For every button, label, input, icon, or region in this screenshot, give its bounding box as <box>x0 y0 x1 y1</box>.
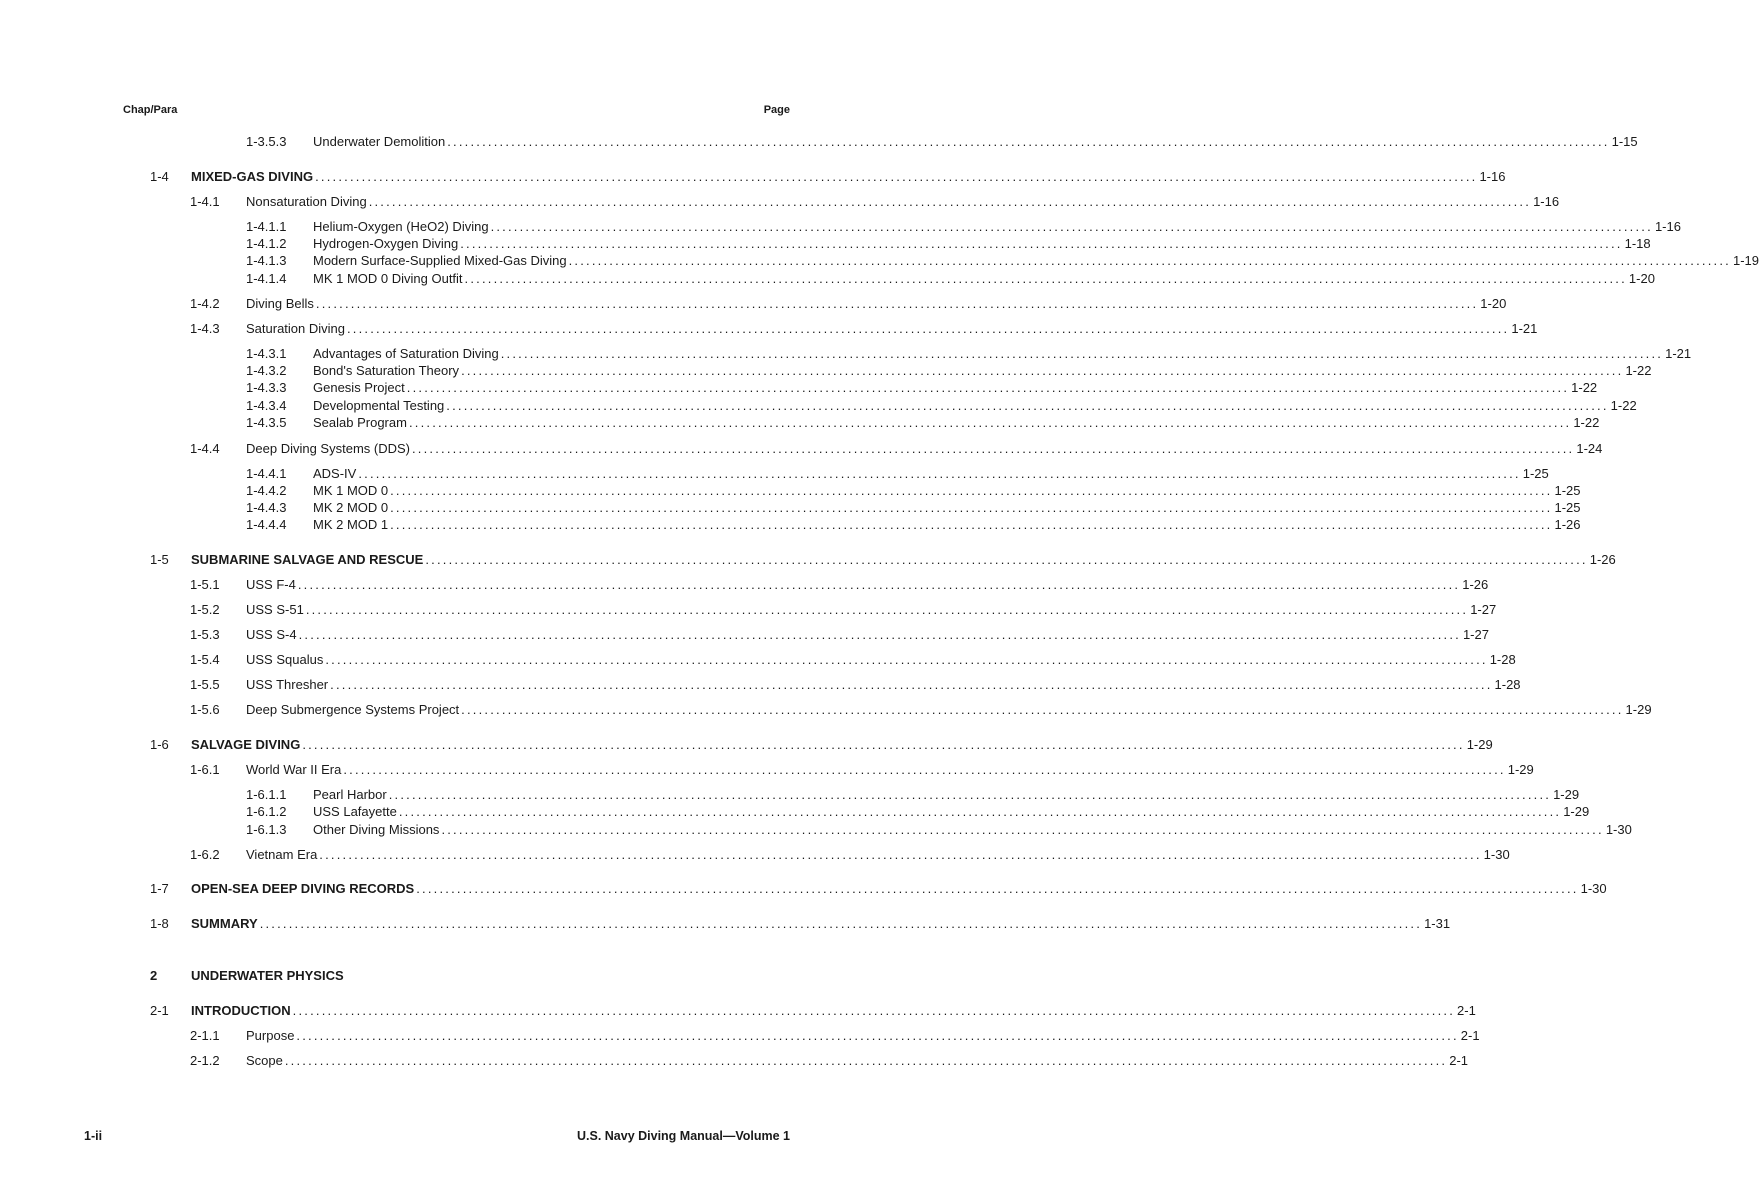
dot-leader: ........................................................................................................................................................................................................ <box>347 321 1510 336</box>
toc-entry-title: UNDERWATER PHYSICS <box>191 968 344 983</box>
toc-entry <box>246 362 1652 379</box>
toc-entry <box>246 235 1651 252</box>
toc-entry-page: 1-15 <box>1611 134 1638 149</box>
toc-entry-page: 1-21 <box>1511 321 1538 336</box>
dot-leader: ........................................................................................................................................................................................................ <box>464 271 1627 286</box>
dot-leader: ........................................................................................................................................................................................................ <box>358 466 1521 481</box>
toc-entry-number: 1-3.5.3 <box>246 134 287 149</box>
toc-entry-title: Saturation Diving <box>246 321 345 336</box>
toc-entry-number: 1-4.1.3 <box>246 253 287 268</box>
toc-entry-title: SUMMARY <box>191 916 258 931</box>
toc-entry-number: 1-4.3.5 <box>246 415 287 430</box>
toc-entry-page: 1-25 <box>1554 483 1581 498</box>
toc-entry-title: MIXED-GAS DIVING <box>191 169 314 184</box>
column-header-chap-para: Chap/Para <box>123 104 178 116</box>
toc-entry-page: 2-1 <box>1460 1028 1480 1043</box>
toc-entry <box>150 1002 1476 1019</box>
dot-leader: ........................................................................................................................................................................................................ <box>408 415 1572 430</box>
toc-entry-page: 1-22 <box>1610 398 1637 413</box>
toc-entry-number: 1-4.4.2 <box>246 483 287 498</box>
toc-entry-page: 1-24 <box>1576 441 1603 456</box>
toc-entry-number: 1-5.4 <box>190 652 220 667</box>
toc-entry <box>246 786 1580 803</box>
toc-entry-page: 1-28 <box>1494 677 1521 692</box>
toc-entry <box>190 1027 1480 1044</box>
toc-entry <box>190 846 1510 863</box>
toc-entry-title: ADS-IV <box>313 466 357 481</box>
toc-entry-number: 1-4.3.1 <box>246 346 287 361</box>
dot-leader: ........................................................................................................................................................................................................ <box>447 134 1610 149</box>
toc-entry-number: 1-6 <box>150 737 169 752</box>
dot-leader: ........................................................................................................................................................................................................ <box>330 677 1493 692</box>
toc-entry-page: 1-29 <box>1553 787 1580 802</box>
toc-entry <box>150 967 790 984</box>
toc-entry-title: INTRODUCTION <box>191 1003 291 1018</box>
toc-entry-title: Genesis Project <box>313 380 405 395</box>
toc-entry-number: 1-7 <box>150 881 169 896</box>
dot-leader: ........................................................................................................................................................................................................ <box>259 916 1423 931</box>
toc-entry-title: Deep Diving Systems (DDS) <box>246 441 410 456</box>
toc-entry-number: 2 <box>150 968 158 983</box>
toc-entry <box>150 880 1607 897</box>
toc-entry-page: 1-30 <box>1605 822 1632 837</box>
toc-entry-number: 1-5.5 <box>190 677 220 692</box>
toc-entry-page: 1-29 <box>1625 702 1652 717</box>
dot-leader: ........................................................................................................................................................................................................ <box>292 1003 1456 1018</box>
dot-leader: ........................................................................................................................................................................................................ <box>343 762 1506 777</box>
dot-leader: ........................................................................................................................................................................................................ <box>390 500 1553 515</box>
dot-leader: ........................................................................................................................................................................................................ <box>500 346 1664 361</box>
toc-entry-number: 1-4.3.4 <box>246 398 287 413</box>
toc-entry-number: 1-4.3.2 <box>246 363 287 378</box>
toc-entry-title: MK 1 MOD 0 <box>313 483 389 498</box>
toc-entry <box>190 626 1489 643</box>
toc-entry-page: 1-26 <box>1554 517 1581 532</box>
toc-entry-page: 1-28 <box>1489 652 1516 667</box>
toc-entry <box>246 133 1638 150</box>
toc-entry-number: 1-5.6 <box>190 702 220 717</box>
toc-entry <box>246 499 1581 516</box>
toc-entry-number: 1-4.4.1 <box>246 466 287 481</box>
toc-entry-number: 1-6.1.2 <box>246 804 287 819</box>
toc-entry-number: 1-4.4 <box>190 441 220 456</box>
toc-entry-page: 1-20 <box>1628 271 1655 286</box>
toc-entry-title: USS S-4 <box>246 627 297 642</box>
toc-entry-page: 1-25 <box>1554 500 1581 515</box>
toc-entry-page: 1-19 <box>1733 253 1759 268</box>
toc-entry-title: Vietnam Era <box>246 847 318 862</box>
toc-entry <box>150 915 1451 932</box>
toc-entry-number: 1-6.1 <box>190 762 220 777</box>
toc-entry-number: 1-5.3 <box>190 627 220 642</box>
toc-entry-page: 1-26 <box>1589 552 1616 567</box>
toc-entry-number: 2-1.1 <box>190 1028 220 1043</box>
toc-entry-title: USS F-4 <box>246 577 296 592</box>
toc-entry-page: 1-26 <box>1462 577 1489 592</box>
toc-entry-page: 1-22 <box>1573 415 1600 430</box>
toc-entry-number: 1-4.3.3 <box>246 380 287 395</box>
toc-entry-title: Advantages of Saturation Diving <box>313 346 499 361</box>
toc-entry <box>246 218 1681 235</box>
dot-leader: ........................................................................................................................................................................................................ <box>412 441 1575 456</box>
toc-entry-title: Modern Surface-Supplied Mixed-Gas Diving <box>313 253 567 268</box>
column-header-page: Page <box>763 104 790 116</box>
toc-entry-number: 1-4.2 <box>190 296 220 311</box>
dot-leader: ........................................................................................................................................................................................................ <box>325 652 1488 667</box>
toc-entry-title: SALVAGE DIVING <box>191 737 301 752</box>
toc-entry-title: Developmental Testing <box>313 398 445 413</box>
toc-entry <box>246 270 1655 287</box>
toc-entry-number: 1-4.1.2 <box>246 236 287 251</box>
toc-entry-title: Underwater Demolition <box>313 134 446 149</box>
toc-entry-title: USS Thresher <box>246 677 329 692</box>
toc-entry-title: Other Diving Missions <box>313 822 440 837</box>
toc-entry-page: 1-30 <box>1483 847 1510 862</box>
dot-leader: ........................................................................................................................................................................................................ <box>315 296 1479 311</box>
dot-leader: ........................................................................................................................................................................................................ <box>490 219 1653 234</box>
toc-entry-page: 1-16 <box>1479 169 1506 184</box>
footer-manual-title: U.S. Navy Diving Manual—Volume 1 <box>576 1129 790 1143</box>
toc-entry-number: 1-8 <box>150 916 169 931</box>
toc-entry <box>190 701 1652 718</box>
toc-entry-number: 1-4.1.1 <box>246 219 287 234</box>
toc-entry-page: 1-27 <box>1470 602 1497 617</box>
dot-leader: ........................................................................................................................................................................................................ <box>441 822 1604 837</box>
toc-entry-number: 2-1.2 <box>190 1053 220 1068</box>
toc-entry-page: 1-16 <box>1533 194 1560 209</box>
toc-entry-page: 1-29 <box>1466 737 1493 752</box>
dot-leader: ........................................................................................................................................................................................................ <box>298 627 1461 642</box>
toc-entry-page: 1-30 <box>1580 881 1607 896</box>
toc-entry <box>246 345 1692 362</box>
toc-entry-number: 1-4.4.3 <box>246 500 287 515</box>
toc-entry-number: 1-4.1 <box>190 194 220 209</box>
toc-entry-title: MK 1 MOD 0 Diving Outfit <box>313 271 463 286</box>
toc-entry-page: 1-27 <box>1462 627 1489 642</box>
toc-entry-title: USS Squalus <box>246 652 324 667</box>
toc-entry-number: 1-4.4.4 <box>246 517 287 532</box>
toc-entry-number: 1-6.1.1 <box>246 787 287 802</box>
dot-leader: ........................................................................................................................................................................................................ <box>319 847 1482 862</box>
toc-entry-number: 2-1 <box>150 1003 169 1018</box>
dot-leader: ........................................................................................................................................................................................................ <box>416 881 1579 896</box>
dot-leader: ........................................................................................................................................................................................................ <box>390 483 1553 498</box>
dot-leader: ........................................................................................................................................................................................................ <box>297 577 1461 592</box>
dot-leader: ........................................................................................................................................................................................................ <box>315 169 1478 184</box>
toc-entry <box>190 295 1507 312</box>
toc-entry <box>190 651 1516 668</box>
dot-leader: ........................................................................................................................................................................................................ <box>406 380 1570 395</box>
toc-entry <box>246 252 1759 269</box>
dot-leader: ........................................................................................................................................................................................................ <box>425 552 1588 567</box>
toc-entry-number: 1-5.2 <box>190 602 220 617</box>
dot-leader: ........................................................................................................................................................................................................ <box>302 737 1465 752</box>
dot-leader: ........................................................................................................................................................................................................ <box>460 236 1623 251</box>
toc-entry <box>246 397 1637 414</box>
dot-leader: ........................................................................................................................................................................................................ <box>368 194 1532 209</box>
toc-entry <box>190 440 1603 457</box>
toc-entry <box>246 482 1581 499</box>
dot-leader: ........................................................................................................................................................................................................ <box>296 1028 1459 1043</box>
toc-entry-number: 1-4.3 <box>190 321 220 336</box>
toc-entry <box>246 821 1632 838</box>
toc-entry-page: 1-18 <box>1624 236 1651 251</box>
footer-page-number: 1-ii <box>84 1129 103 1143</box>
dot-leader: ........................................................................................................................................................................................................ <box>388 787 1552 802</box>
toc-entry-title: Hydrogen-Oxygen Diving <box>313 236 459 251</box>
dot-leader: ........................................................................................................................................................................................................ <box>284 1053 1448 1068</box>
toc-entry-number: 1-5.1 <box>190 577 220 592</box>
toc-entry <box>190 193 1560 210</box>
toc-entry-title: MK 2 MOD 0 <box>313 500 389 515</box>
toc-entry <box>190 1052 1469 1069</box>
toc-entry-title: Diving Bells <box>246 296 314 311</box>
toc-entry <box>246 379 1598 396</box>
toc-entry-number: 1-4 <box>150 169 169 184</box>
dot-leader: ........................................................................................................................................................................................................ <box>390 517 1553 532</box>
toc-entry <box>246 414 1600 431</box>
toc-entry-number: 1-6.1.3 <box>246 822 287 837</box>
toc-entry <box>190 320 1538 337</box>
toc-entry <box>246 516 1581 533</box>
toc-entry <box>190 601 1497 618</box>
toc-entry-title: OPEN-SEA DEEP DIVING RECORDS <box>191 881 415 896</box>
dot-leader: ........................................................................................................................................................................................................ <box>305 602 1469 617</box>
toc-entry-title: USS Lafayette <box>313 804 397 819</box>
toc-entry-page: 1-22 <box>1625 363 1652 378</box>
toc-entry <box>150 736 1493 753</box>
toc-entry-page: 1-29 <box>1507 762 1534 777</box>
toc-entry-title: Bond's Saturation Theory <box>313 363 460 378</box>
toc-entry-title: Sealab Program <box>313 415 407 430</box>
dot-leader: ........................................................................................................................................................................................................ <box>461 702 1624 717</box>
toc-entry-title: SUBMARINE SALVAGE AND RESCUE <box>191 552 424 567</box>
toc-entry-number: 1-4.1.4 <box>246 271 287 286</box>
toc-entry-title: World War II Era <box>246 762 342 777</box>
toc-entry <box>150 551 1616 568</box>
toc-entry-title: Deep Submergence Systems Project <box>246 702 460 717</box>
toc-entry <box>190 761 1534 778</box>
toc-entry <box>150 168 1506 185</box>
toc-entry-page: 1-16 <box>1654 219 1681 234</box>
toc-entry-page: 1-29 <box>1563 804 1590 819</box>
toc-entry-title: Helium-Oxygen (HeO2) Diving <box>313 219 489 234</box>
toc-entry <box>246 803 1590 820</box>
toc-entry-page: 2-1 <box>1457 1003 1476 1018</box>
toc-entry-title: USS S-51 <box>246 602 304 617</box>
toc-entry <box>190 676 1521 693</box>
toc-entry-title: Nonsaturation Diving <box>246 194 367 209</box>
toc-entry-page: 1-20 <box>1480 296 1507 311</box>
dot-leader: ........................................................................................................................................................................................................ <box>446 398 1609 413</box>
toc-entry <box>190 576 1489 593</box>
toc-entry-number: 1-6.2 <box>190 847 220 862</box>
toc-entry <box>246 465 1549 482</box>
toc-entry-page: 1-31 <box>1424 916 1451 931</box>
toc-entry-page: 1-22 <box>1571 380 1598 395</box>
dot-leader: ........................................................................................................................................................................................................ <box>461 363 1624 378</box>
toc-entry-title: MK 2 MOD 1 <box>313 517 389 532</box>
toc-entry-page: 1-21 <box>1665 346 1692 361</box>
dot-leader: ........................................................................................................................................................................................................ <box>398 804 1562 819</box>
toc-entry-page: 2-1 <box>1449 1053 1469 1068</box>
toc-entry-title: Pearl Harbor <box>313 787 387 802</box>
toc-entry-number: 1-5 <box>150 552 169 567</box>
toc-entry-title: Purpose <box>246 1028 295 1043</box>
dot-leader: ........................................................................................................................................................................................................ <box>568 253 1731 268</box>
toc-entry-title: Scope <box>246 1053 283 1068</box>
toc-entry-page: 1-25 <box>1522 466 1549 481</box>
